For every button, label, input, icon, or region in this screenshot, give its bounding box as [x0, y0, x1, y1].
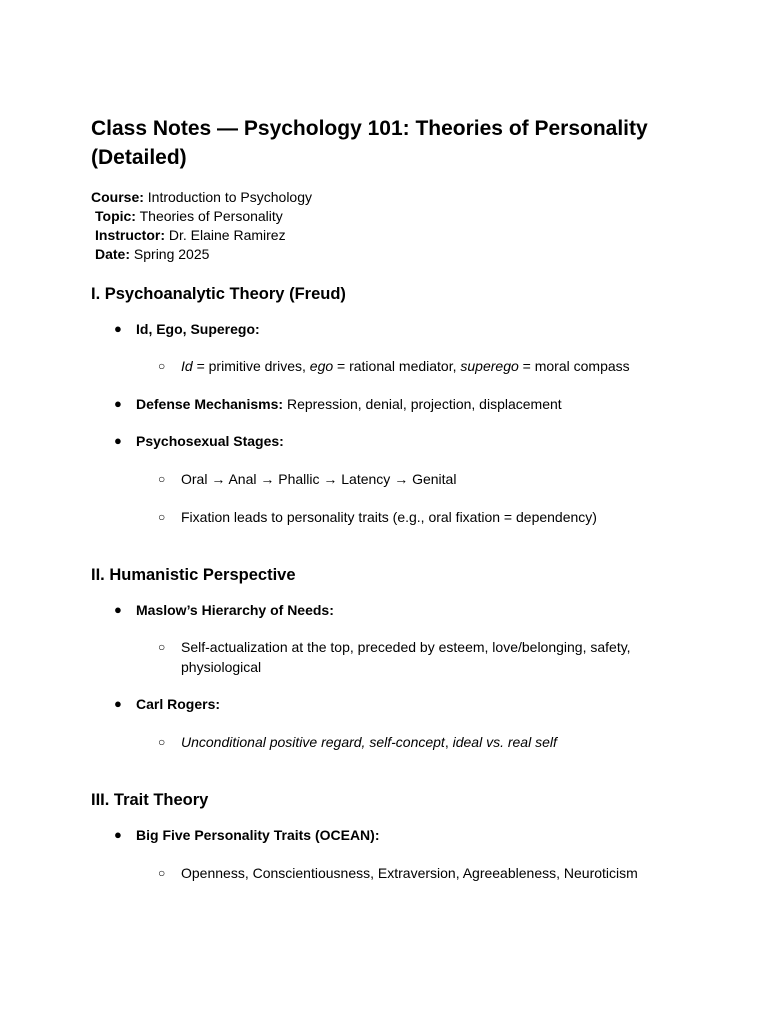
list-item-big-five: [136, 826, 380, 845]
item-label: Big Five Personality Traits (OCEAN):: [136, 827, 380, 843]
sub-item-fixation: Fixation leads to personality traits (e.g., oral fixation = dependency): [181, 509, 597, 525]
item-label: Psychosexual Stages:: [136, 433, 284, 449]
sub-item-ocean-traits: Openness, Conscientiousness, Extraversion, Agreeableness, Neuroticism: [181, 865, 638, 881]
sub-bullet-icon: ○: [158, 510, 166, 524]
meta-topic-value: Theories of Personality: [139, 208, 283, 224]
section-heading-humanistic: II. Humanistic Perspective: [91, 566, 296, 584]
page-title: Class Notes — Psychology 101: Theories of Personality (Detailed): [91, 117, 648, 169]
sub-bullet-icon: ○: [158, 640, 166, 654]
meta-course-value: Introduction to Psychology: [147, 189, 313, 205]
sub-bullet-icon: ○: [158, 359, 166, 373]
item-label: Maslow’s Hierarchy of Needs:: [136, 602, 334, 618]
sub-item-maslow-hierarchy: Self-actualization at the top, preceded by esteem, love/belonging, safety, physiological: [181, 639, 631, 675]
meta-date: [95, 245, 209, 264]
bullet-icon: ●: [114, 433, 122, 448]
list-item-id-ego-superego: [136, 320, 260, 339]
meta-course-label: Course:: [91, 189, 144, 205]
sub-bullet-icon: ○: [158, 472, 166, 486]
meta-instructor-value: Dr. Elaine Ramirez: [168, 227, 286, 243]
sub-item-id-ego-superego-definitions: [181, 357, 651, 377]
section-heading-psychoanalytic: I. Psychoanalytic Theory (Freud): [91, 285, 346, 303]
list-item-carl-rogers: [136, 695, 220, 714]
item-label: Carl Rogers:: [136, 696, 221, 712]
bullet-icon: ●: [114, 321, 122, 336]
sub-bullet-icon: ○: [158, 866, 166, 880]
term-ego: ego: [309, 358, 334, 374]
desc-ego: = rational mediator,: [333, 358, 461, 374]
term-superego: superego: [460, 358, 519, 374]
bullet-icon: ●: [114, 696, 122, 711]
sub-item-rogers-concepts: [181, 733, 651, 753]
item-text: Repression, denial, projection, displacement: [283, 396, 562, 412]
meta-date-value: Spring 2025: [133, 246, 210, 262]
bullet-icon: ●: [114, 827, 122, 842]
rogers-part1: Unconditional positive regard, self-concept: [181, 734, 445, 750]
list-item-psychosexual-stages: [136, 432, 284, 451]
rogers-part2: ideal vs. real self: [452, 734, 557, 750]
section-heading-trait-theory: III. Trait Theory: [91, 791, 209, 809]
rogers-sep: ,: [444, 734, 453, 750]
meta-topic: [95, 207, 283, 226]
bullet-icon: ●: [114, 396, 122, 411]
item-label: Defense Mechanisms:: [136, 396, 284, 412]
sub-bullet-icon: ○: [158, 735, 166, 749]
item-label: Id, Ego, Superego:: [136, 321, 260, 337]
sub-item-stages: Oral → Anal → Phallic → Latency → Genital: [181, 471, 457, 487]
bullet-icon: ●: [114, 602, 122, 617]
meta-course: [91, 188, 312, 207]
meta-date-label: Date:: [95, 246, 131, 262]
list-item-defense-mechanisms: [136, 395, 562, 414]
meta-topic-label: Topic:: [95, 208, 136, 224]
term-id: Id: [181, 358, 193, 374]
list-item-maslow: [136, 601, 334, 620]
meta-instructor: [95, 226, 286, 245]
desc-id: = primitive drives,: [192, 358, 310, 374]
desc-superego: = moral compass: [518, 358, 630, 374]
meta-instructor-label: Instructor:: [95, 227, 165, 243]
